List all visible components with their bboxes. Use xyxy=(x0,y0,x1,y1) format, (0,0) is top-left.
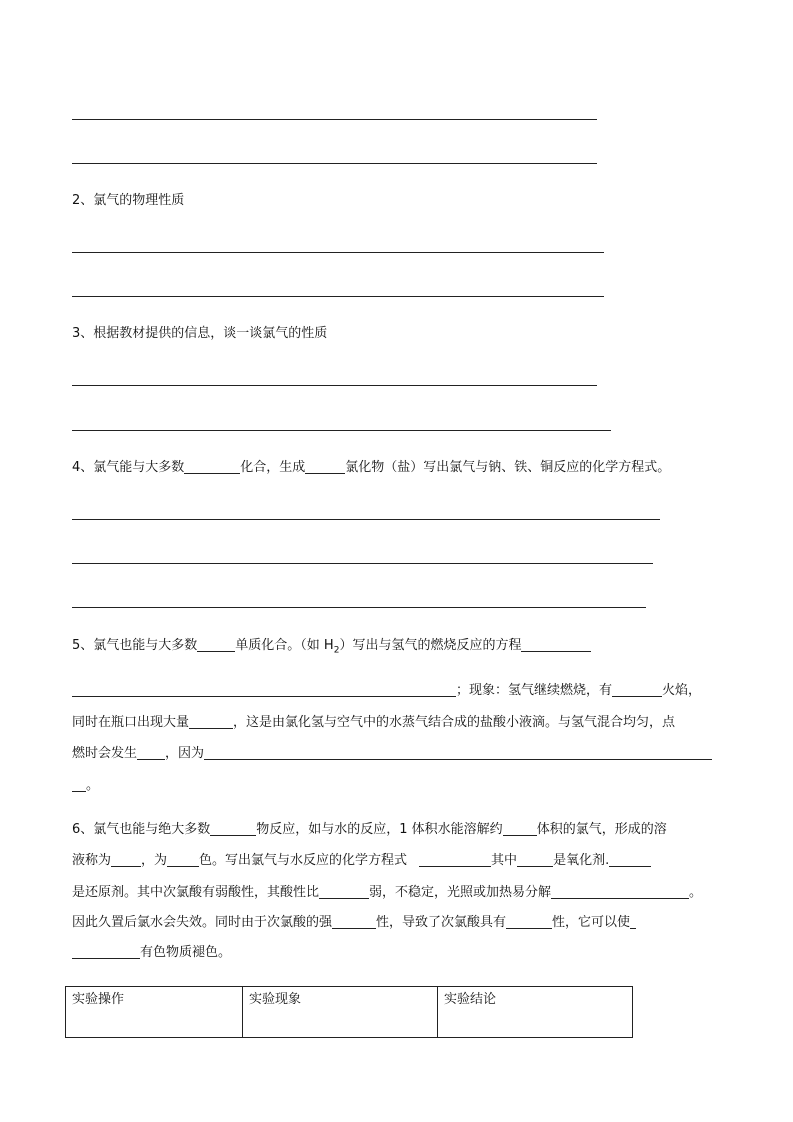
q5-blank-reason-cont[interactable] xyxy=(72,777,86,792)
question-3-label: 3、根据教材提供的信息，谈一谈氯气的性质 xyxy=(72,326,328,341)
q6-text-1: 6、氯气也能与绝大多数 xyxy=(72,822,211,837)
q4-text-2: 化合，生成 xyxy=(240,460,306,475)
table-header-operation[interactable]: 实验操作 xyxy=(66,987,243,1038)
q5-text-2: 单质化合。（如 H xyxy=(235,638,334,653)
q6-text-5: ，为 xyxy=(141,853,168,868)
question-6-line-4 xyxy=(72,914,636,932)
question-5-line-2 xyxy=(72,682,701,700)
question-5-line-4 xyxy=(72,745,712,763)
answer-line xyxy=(72,607,646,608)
q6-blank-13[interactable] xyxy=(72,944,140,959)
q4-blank-1[interactable] xyxy=(184,459,240,474)
q6-blank-6[interactable] xyxy=(517,852,553,867)
q5-text-1: 5、氯气也能与大多数 xyxy=(72,638,198,653)
q5-text-6: 同时在瓶口出现大量 xyxy=(72,715,190,730)
experiment-table xyxy=(65,986,633,1038)
q6-text-12: 因此久置后氯水会失效。同时由于次氯酸的强 xyxy=(72,915,333,930)
question-6-line-3 xyxy=(72,884,702,902)
question-5-line-3 xyxy=(72,714,675,732)
q4-text-1: 4、氯气能与大多数 xyxy=(72,460,185,475)
q6-text-2: 物反应，如与水的反应，1 体积水能溶解约 xyxy=(256,822,503,837)
q5-text-10: 。 xyxy=(86,778,100,793)
q5-text-3: ）写出与氢气的燃烧反应的方程 xyxy=(339,638,522,653)
q6-text-11: 。 xyxy=(689,885,703,900)
q6-text-6: 色。写出氯气与水反应的化学方程式 xyxy=(199,853,408,868)
q5-blank-flame[interactable] xyxy=(612,682,662,697)
question-6-line-2 xyxy=(72,852,651,870)
q6-blank-12[interactable] xyxy=(630,914,636,929)
question-6-line-1 xyxy=(72,821,667,839)
table-row xyxy=(66,987,633,1038)
q5-blank-1[interactable] xyxy=(197,637,235,652)
question-6-line-5 xyxy=(72,944,231,962)
answer-line xyxy=(72,252,604,253)
q5-blank-equation[interactable] xyxy=(521,637,591,652)
q4-text-3: 氯化物（盐）写出氯气与钠、铁、铜反应的化学方程式。 xyxy=(345,460,671,475)
answer-line xyxy=(72,519,660,520)
answer-line xyxy=(72,430,611,431)
q6-blank-4[interactable] xyxy=(167,852,199,867)
q6-blank-2[interactable] xyxy=(503,821,537,836)
q6-blank-8[interactable] xyxy=(319,884,369,899)
q6-blank-5[interactable] xyxy=(419,852,491,867)
q6-blank-1[interactable] xyxy=(210,821,256,836)
q5-blank-phenomenon[interactable] xyxy=(137,745,165,760)
table-header-phenomenon[interactable]: 实验现象 xyxy=(243,987,438,1038)
table-header-conclusion[interactable]: 实验结论 xyxy=(438,987,633,1038)
q5-blank-equation-cont[interactable] xyxy=(72,682,456,697)
question-2-label: 2、氯气的物理性质 xyxy=(72,193,185,208)
q5-text-4: ；现象：氢气继续燃烧，有 xyxy=(456,683,613,698)
q5-text-7: ，这是由氯化氢与空气中的水蒸气结合成的盐酸小液滴。与氢气混合均匀，点 xyxy=(233,715,676,730)
answer-line xyxy=(72,119,597,120)
q5-blank-reason[interactable] xyxy=(204,745,712,760)
q5-text-9: ，因为 xyxy=(165,746,205,761)
q6-text-13: 性，导致了次氯酸具有 xyxy=(376,915,507,930)
q6-blank-10[interactable] xyxy=(332,914,376,929)
answer-line xyxy=(72,385,597,386)
q5-subscript: 2 xyxy=(333,645,340,656)
q6-text-9: 是还原剂。其中次氯酸有弱酸性，其酸性比 xyxy=(72,885,320,900)
q6-text-10: 弱，不稳定，光照或加热易分解 xyxy=(369,885,552,900)
q6-text-14: 性，它可以使 xyxy=(552,915,631,930)
answer-line xyxy=(72,563,653,564)
answer-line xyxy=(72,296,604,297)
question-4-text xyxy=(72,459,670,477)
q6-blank-11[interactable] xyxy=(506,914,552,929)
q5-text-5: 火焰， xyxy=(662,683,702,698)
q6-text-8: 是氧化剂. xyxy=(553,853,610,868)
question-5-line-1 xyxy=(72,637,591,660)
q6-text-7: 其中 xyxy=(491,853,518,868)
q5-text-8: 燃时会发生 xyxy=(72,746,138,761)
answer-line xyxy=(72,163,597,164)
q4-blank-2[interactable] xyxy=(305,459,345,474)
question-5-line-5 xyxy=(72,777,99,795)
q6-text-4: 液称为 xyxy=(72,853,112,868)
q6-blank-9[interactable] xyxy=(551,884,689,899)
q6-text-15: 有色物质褪色。 xyxy=(140,945,232,960)
q6-text-3: 体积的氯气，形成的溶 xyxy=(536,822,667,837)
q6-blank-7[interactable] xyxy=(609,852,651,867)
q5-blank-observation[interactable] xyxy=(189,714,233,729)
q6-blank-3[interactable] xyxy=(111,852,141,867)
